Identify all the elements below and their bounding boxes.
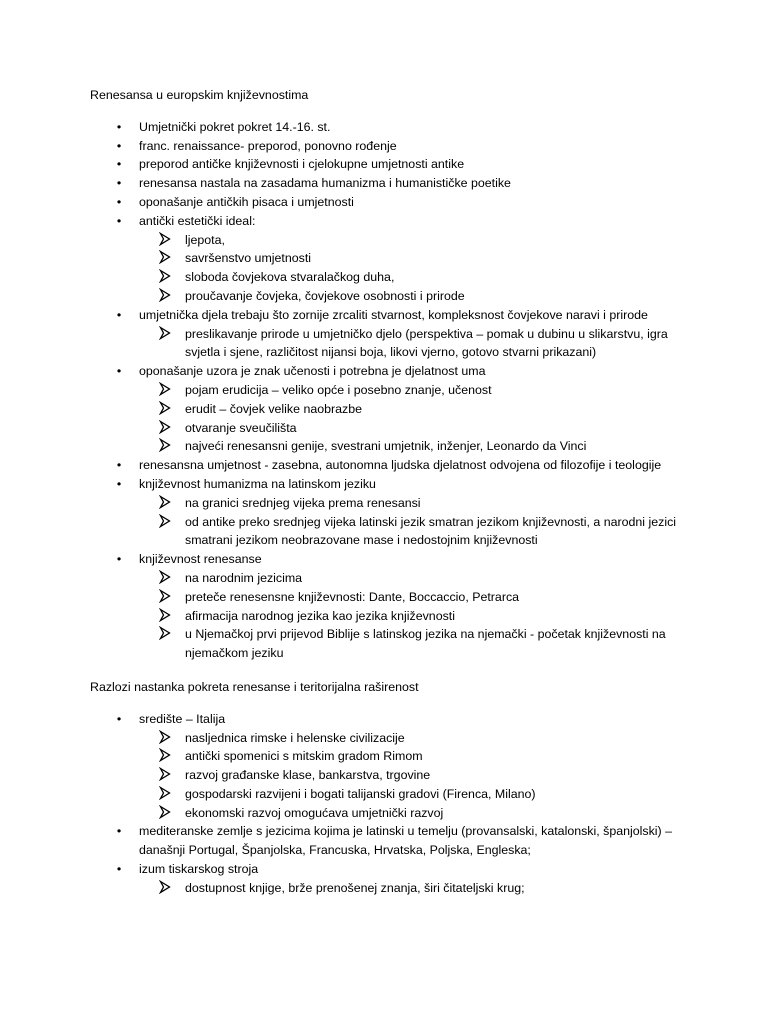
arrowhead-bullet-icon [159, 767, 171, 781]
sub-list [139, 729, 680, 823]
sub-list-item-text: od antike preko srednjeg vijeka latinski jezik smatran jezikom književnosti, a narodni jezici smatrani jezikom neobrazovane mase i nedostojnim književnosti [185, 514, 677, 548]
filled-circle-bullet-icon: • [116, 119, 122, 134]
sub-list-item [139, 381, 680, 400]
sub-list-item-text: ljepota, [185, 232, 225, 247]
section-heading: Renesansa u europskim književnostima [90, 88, 309, 102]
filled-circle-bullet-icon: • [116, 862, 122, 877]
sub-list-item [139, 879, 680, 898]
sub-list-item [139, 437, 680, 456]
filled-circle-bullet-icon: • [116, 157, 122, 172]
arrowhead-bullet-icon [159, 608, 171, 622]
heading-spacer [90, 105, 680, 118]
list-item-text: književnost renesanse [139, 552, 262, 567]
list-item-text: franc. renaissance- preporod, ponovno rođenje [139, 138, 397, 153]
filled-circle-bullet-icon: • [116, 364, 122, 379]
sub-list-item [139, 400, 680, 419]
sub-list [139, 569, 680, 663]
filled-circle-bullet-icon: • [116, 194, 122, 209]
arrowhead-bullet-icon [159, 570, 171, 584]
list-item-text: Umjetnički pokret pokret 14.-16. st. [139, 119, 331, 134]
list-item-text: oponašanje antičkih pisaca i umjetnosti [139, 194, 354, 209]
list-item-text: oponašanje uzora je znak učenosti i potrebna je djelatnost uma [139, 364, 486, 379]
filled-circle-bullet-icon: • [116, 176, 122, 191]
sub-list-item-text: u Njemačkoj prvi prijevod Biblije s latinskog jezika na njemački - početak književnosti na njemačkom jeziku [185, 627, 666, 661]
list-item [90, 550, 680, 663]
sub-list-item-text: najveći renesansni genije, svestrani umjetnik, inženjer, Leonardo da Vinci [185, 439, 587, 454]
filled-circle-bullet-icon: • [116, 213, 122, 228]
arrowhead-bullet-icon [159, 438, 171, 452]
filled-circle-bullet-icon: • [116, 458, 122, 473]
sub-list [139, 325, 680, 363]
list-item [90, 456, 680, 475]
arrowhead-bullet-icon [159, 748, 171, 762]
arrowhead-bullet-icon [159, 232, 171, 246]
sub-list-item-text: dostupnost knjige, brže prenošenej znanja, širi čitateljski krug; [185, 880, 525, 895]
sub-list-item-text: pojam erudicija – veliko opće i posebno znanje, učenost [185, 382, 492, 397]
arrowhead-bullet-icon [159, 589, 171, 603]
arrowhead-bullet-icon [159, 730, 171, 744]
arrowhead-bullet-icon [159, 880, 171, 894]
sub-list-item [139, 766, 680, 785]
filled-circle-bullet-icon: • [116, 552, 122, 567]
sub-list [139, 381, 680, 456]
sub-list-item [139, 287, 680, 306]
sub-list-item [139, 231, 680, 250]
sub-list-item [139, 588, 680, 607]
list-item-text: umjetnička djela trebaju što zornije zrcaliti stvarnost, kompleksnost čovjekove naravi i prirode [139, 307, 648, 322]
sub-list [139, 231, 680, 306]
filled-circle-bullet-icon: • [116, 476, 122, 491]
sub-list-item-text: preteče renesensne književnosti: Dante, Boccaccio, Petrarca [185, 589, 520, 604]
list-item-text: antički estetički ideal: [139, 213, 256, 228]
sub-list-item-text: ekonomski razvoj omogućava umjetnički razvoj [185, 805, 444, 820]
list-item-text: renesansna umjetnost - zasebna, autonomna ljudska djelatnost odvojena od filozofije i teologije [139, 458, 662, 473]
sub-list-item [139, 747, 680, 766]
section-spacer [90, 663, 680, 678]
sub-list [139, 879, 680, 898]
sub-list-item-text: gospodarski razvijeni i bogati talijanski gradovi (Firenca, Milano) [185, 786, 536, 801]
list-item [90, 860, 680, 898]
section-heading: Razlozi nastanka pokreta renesanse i teritorijalna raširenost [90, 679, 419, 694]
sub-list-item [139, 607, 680, 626]
list-item-text: središte – Italija [139, 711, 226, 726]
list-item [90, 174, 680, 193]
list-item [90, 118, 680, 137]
arrowhead-bullet-icon [159, 326, 171, 340]
sub-list-item-text: sloboda čovjekova stvaralačkog duha, [185, 270, 395, 285]
list-item [90, 822, 680, 860]
list-item-text: književnost humanizma na latinskom jeziku [139, 476, 376, 491]
sub-list-item-text: na granici srednjeg vijeka prema renesansi [185, 495, 421, 510]
sub-list-item-text: razvoj građanske klase, bankarstva, trgovine [185, 768, 431, 783]
sub-list-item [139, 268, 680, 287]
arrowhead-bullet-icon [159, 288, 171, 302]
list-item [90, 193, 680, 212]
list-item-text: preporod antičke književnosti i cjelokupne umjetnosti antike [139, 157, 465, 172]
arrowhead-bullet-icon [159, 250, 171, 264]
filled-circle-bullet-icon: • [116, 138, 122, 153]
sub-list-item-text: proučavanje čovjeka, čovjekove osobnosti i prirode [185, 288, 465, 303]
sub-list-item-text: otvaranje sveučilišta [185, 420, 297, 435]
sub-list-item-text: antički spomenici s mitskim gradom Rimom [185, 749, 423, 764]
list-item-text: mediteranske zemlje s jezicima kojima je latinski u temelju (provansalski, katalonski, španjolski) – današnji Portugal, Španjolska, Francuska, Hrvatska, Poljska, Engleska; [139, 824, 673, 858]
sub-list-item [139, 494, 680, 513]
arrowhead-bullet-icon [159, 786, 171, 800]
sub-list-item [139, 625, 680, 663]
sub-list-item [139, 569, 680, 588]
list-item [90, 362, 680, 456]
filled-circle-bullet-icon: • [116, 824, 122, 839]
sub-list-item [139, 325, 680, 363]
filled-circle-bullet-icon: • [116, 711, 122, 726]
list-item-text: renesansa nastala na zasadama humanizma i humanističke poetike [139, 176, 511, 191]
list-item [90, 212, 680, 306]
sub-list [139, 494, 680, 550]
arrowhead-bullet-icon [159, 805, 171, 819]
list-item [90, 137, 680, 156]
sub-list-item [139, 249, 680, 268]
arrowhead-bullet-icon [159, 626, 171, 640]
heading-spacer [90, 697, 680, 710]
sub-list-item [139, 785, 680, 804]
sub-list-item-text: preslikavanje prirode u umjetničko djelo (perspektiva – pomak u dubinu u slikarstvu, igra svjetla i sjene, različitost nijansi boja, likovi vjerno, gotovo stvarni prikazani) [185, 326, 668, 360]
filled-circle-bullet-icon: • [116, 307, 122, 322]
list-item [90, 710, 680, 823]
sub-list-item-text: nasljednica rimske i helenske civilizacije [185, 730, 405, 745]
arrowhead-bullet-icon [159, 514, 171, 528]
sub-list-item-text: afirmacija narodnog jezika kao jezika književnosti [185, 608, 455, 623]
bullet-list [90, 710, 680, 898]
sub-list-item-text: erudit – čovjek velike naobrazbe [185, 401, 363, 416]
sub-list-item-text: savršenstvo umjetnosti [185, 251, 312, 266]
arrowhead-bullet-icon [159, 269, 171, 283]
list-item-text: izum tiskarskog stroja [139, 862, 259, 877]
list-item [90, 306, 680, 362]
sub-list-item [139, 804, 680, 823]
list-item [90, 475, 680, 550]
arrowhead-bullet-icon [159, 401, 171, 415]
list-item [90, 155, 680, 174]
arrowhead-bullet-icon [159, 495, 171, 509]
bullet-list [90, 118, 680, 663]
sub-list-item-text: na narodnim jezicima [185, 570, 303, 585]
sub-list-item [139, 419, 680, 438]
arrowhead-bullet-icon [159, 382, 171, 396]
arrowhead-bullet-icon [159, 420, 171, 434]
sub-list-item [139, 729, 680, 748]
sub-list-item [139, 513, 680, 551]
